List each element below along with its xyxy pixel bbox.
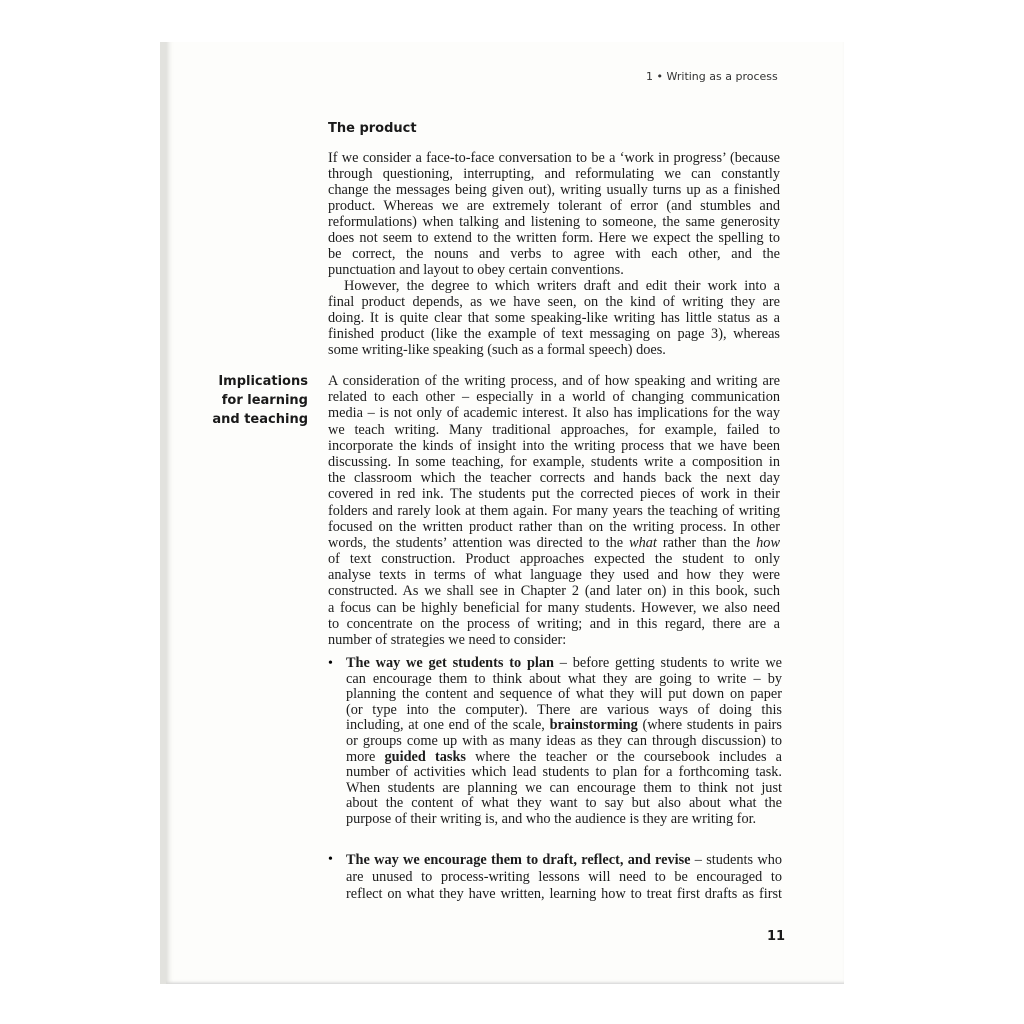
text-line — [328, 198, 780, 214]
text-line — [328, 326, 780, 342]
text-run: planning the content and sequence of what they will put down on paper — [346, 686, 782, 703]
text-run: words, the students’ attention was directed to the — [328, 534, 630, 551]
text-run: punctuation and layout to obey certain conventions. — [328, 262, 624, 278]
text-line — [328, 535, 780, 551]
italic-term: what — [629, 534, 657, 551]
text-line — [328, 551, 780, 567]
bold-term: The way we encourage them to draft, reflect, and revise — [346, 852, 691, 868]
text-run: finished product (like the example of text messaging on page 3), whereas — [328, 326, 780, 342]
text-line — [346, 852, 782, 869]
text-run: focused on the written product rather than on the writing process. In other — [328, 518, 780, 535]
text-run: of text construction. Product approaches expected the student to only — [328, 551, 780, 568]
text-run: reformulations) when talking and listening to someone, the same generosity — [328, 214, 780, 230]
bold-term: The way we get students to plan — [346, 655, 554, 671]
text-run: (or type into the computer). There are various ways of doing this — [346, 701, 782, 718]
text-run: – before getting students to write we — [553, 655, 782, 671]
text-line — [346, 869, 782, 886]
bullet-marker: • — [328, 852, 333, 867]
text-run: we teach writing. Many traditional approaches, for example, failed to — [328, 421, 780, 438]
text-line — [346, 781, 782, 797]
text-run: be correct, the nouns and verbs to agree with each other, and the — [328, 246, 780, 262]
text-line — [328, 486, 780, 502]
text-run: – students who — [690, 852, 782, 868]
text-run: (where students in pairs — [637, 717, 782, 734]
text-run: A consideration of the writing process, and of how speaking and writing are — [328, 373, 780, 389]
bold-term: guided tasks — [384, 748, 466, 765]
text-run: including, at one end of the scale, — [346, 717, 550, 734]
text-run: covered in red ink. The students put the corrected pieces of work in their — [328, 486, 780, 503]
text-run: to concentrate on the process of writing; and in this regard, there are a — [328, 615, 780, 632]
text-line — [346, 886, 782, 903]
text-line — [328, 150, 780, 166]
text-run: through questioning, interrupting, and reformulating we can constantly — [328, 166, 780, 182]
text-run: However, the degree to which writers draft and edit their work into a — [344, 278, 780, 294]
text-run: reflect on what they have written, learning how to treat first drafts as first — [346, 886, 782, 902]
side-heading-line: for learning — [221, 393, 308, 408]
text-line — [328, 342, 780, 358]
text-run: doing. It is quite clear that some speaking-like writing has little status as a — [328, 310, 780, 326]
text-line — [328, 214, 780, 230]
text-run: are unused to process-writing lessons will need to be encouraged to — [346, 869, 782, 885]
text-run: When students are planning we can encourage them to think not just — [346, 779, 782, 796]
text-run: purpose of their writing is, and who the audience is they are writing for. — [346, 810, 757, 827]
text-line — [328, 310, 780, 326]
text-line — [328, 519, 780, 535]
text-line — [328, 294, 780, 310]
text-line — [328, 405, 780, 421]
text-line — [328, 166, 780, 182]
text-run: number of strategies we need to consider: — [328, 632, 567, 648]
text-run: constructed. As we shall see in Chapter 2 (and later on) in this book, such — [328, 583, 780, 600]
text-line — [328, 616, 780, 632]
text-line — [346, 718, 782, 734]
text-run: product. Whereas we are extremely tolerant of error (and stumbles and — [328, 198, 780, 214]
text-run: If we consider a face-to-face conversation to be a ‘work in progress’ (because — [328, 150, 780, 166]
text-line — [346, 750, 782, 766]
text-line — [328, 503, 780, 519]
text-line — [328, 470, 780, 486]
text-run: final product depends, as we have seen, on the kind of writing they are — [328, 294, 780, 310]
text-line — [346, 687, 782, 703]
text-line — [328, 246, 780, 262]
text-line — [328, 583, 780, 599]
running-header: 1 • Writing as a process — [646, 70, 778, 83]
text-run: media – is not only of academic interest. It also has implications for the way — [328, 405, 780, 422]
text-line — [328, 182, 780, 198]
bullet-draft-reflect-revise — [346, 852, 782, 903]
text-line — [328, 567, 780, 583]
text-line — [328, 373, 780, 389]
bullet-plan — [346, 656, 782, 828]
section-heading-the-product: The product — [328, 121, 417, 136]
text-line — [328, 438, 780, 454]
text-line — [346, 703, 782, 719]
text-line — [328, 230, 780, 246]
text-run: about the content of what they want to say but also about what the — [346, 795, 782, 812]
text-run: number of activities which lead students to plan for a forthcoming task. — [346, 764, 782, 781]
text-run: some writing-like speaking (such as a formal speech) does. — [328, 342, 666, 358]
text-run: the classroom which the teacher corrects and hands back the next day — [328, 470, 780, 487]
text-line — [328, 422, 780, 438]
text-run: or groups come up with as many ideas as they can through discussion) to — [346, 732, 782, 749]
paragraph-implications — [328, 373, 780, 648]
text-run: a focus can be highly beneficial for many students. However, we also need — [328, 599, 780, 616]
side-heading-implications — [206, 372, 308, 429]
text-run: folders and rarely look at them again. For many years the teaching of writing — [328, 502, 780, 519]
text-run: related to each other – especially in a world of changing communication — [328, 389, 780, 406]
bullet-marker: • — [328, 656, 333, 671]
side-heading-line: Implications — [218, 374, 308, 389]
text-line — [346, 765, 782, 781]
text-run: more — [346, 748, 385, 765]
text-line — [328, 389, 780, 405]
text-run: discussing. In some teaching, for example, students write a composition in — [328, 453, 780, 470]
text-line — [328, 454, 780, 470]
text-line — [328, 600, 780, 616]
text-line — [328, 262, 780, 278]
text-line — [346, 796, 782, 812]
text-run: rather than the — [656, 534, 757, 551]
text-line — [328, 278, 780, 294]
text-run: can encourage them to think about what they are going to write – by — [346, 670, 782, 687]
page-gutter-edge — [160, 42, 166, 984]
text-line — [346, 812, 782, 828]
text-line — [328, 632, 780, 648]
paragraph-the-product — [328, 150, 780, 358]
page-number: 11 — [767, 929, 786, 944]
italic-term: how — [756, 534, 780, 551]
text-line — [346, 656, 782, 672]
side-heading-line: and teaching — [212, 412, 308, 427]
text-line — [346, 672, 782, 688]
text-run: analyse texts in terms of what language they used and how they were — [328, 567, 780, 584]
text-run: incorporate the kinds of insight into the writing process that we have been — [328, 437, 780, 454]
text-line — [346, 734, 782, 750]
text-run: where the teacher or the coursebook includes a — [465, 748, 782, 765]
text-run: does not seem to extend to the written form. Here we expect the spelling to — [328, 230, 780, 246]
text-run: change the messages being given out), writing usually turns up as a finished — [328, 182, 780, 198]
bold-term: brainstorming — [549, 717, 638, 734]
